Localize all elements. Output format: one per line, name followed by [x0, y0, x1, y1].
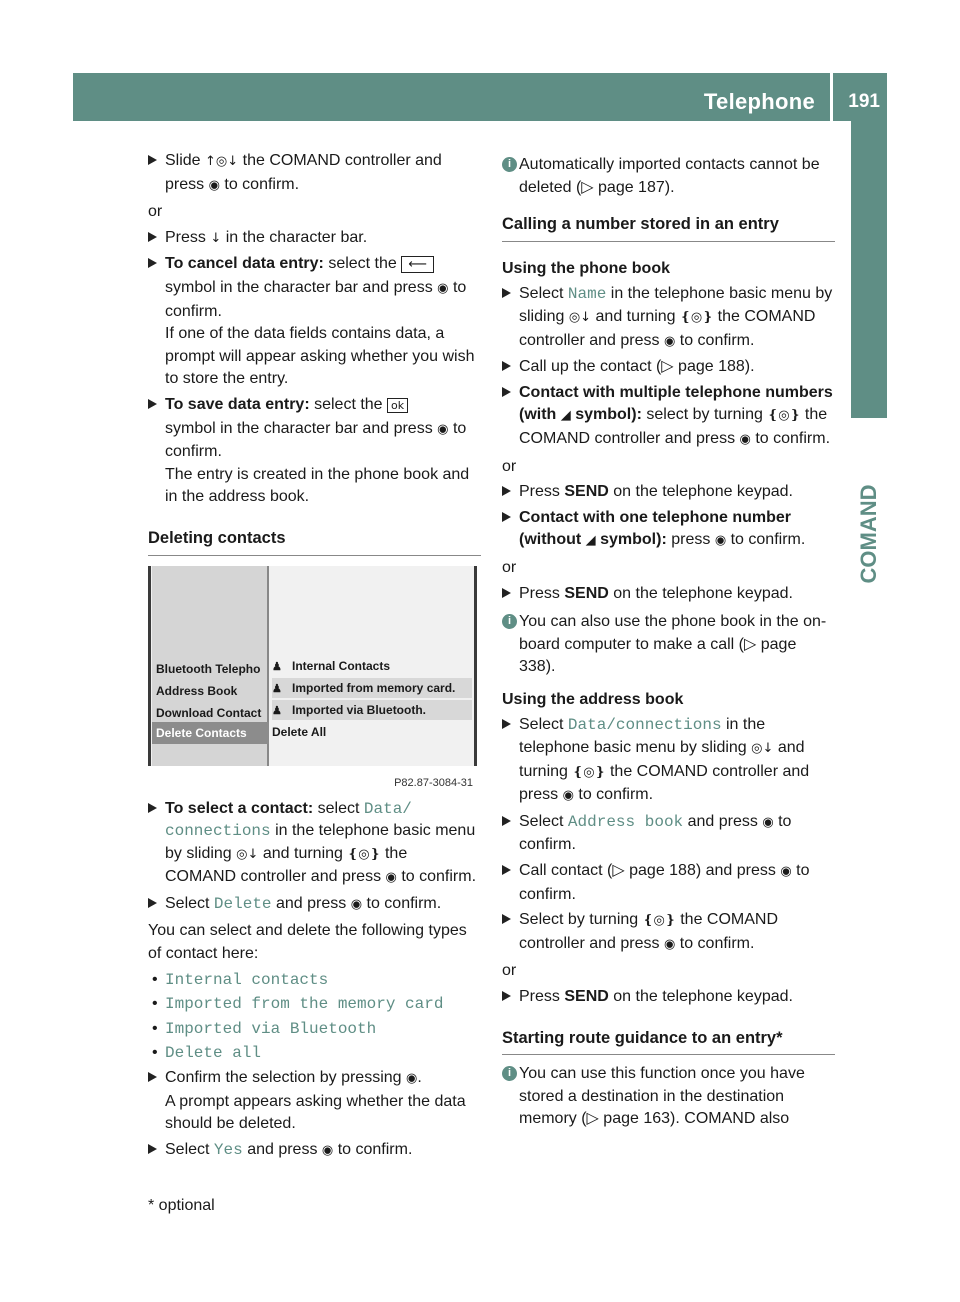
info-note: i Automatically imported contacts cannot be deleted (▷ page 187). [502, 154, 835, 199]
press-icon: ◉ [762, 814, 774, 830]
turn-icon: ❴◎❵ [767, 408, 801, 424]
step: Contact with multiple telephone numbers (with ◢ symbol): select by turning ❴◎❵ the COMAND controller and press ◉ to confirm. [502, 382, 835, 452]
step-arrow-icon [502, 719, 511, 729]
image-caption: P82.87-3084-31 [394, 776, 473, 789]
info-icon: i [502, 614, 517, 629]
step-arrow-icon [502, 361, 511, 371]
step-arrow-icon [148, 258, 157, 268]
person-icon: ♟ [272, 660, 282, 673]
press-icon: ◉ [321, 1142, 334, 1158]
slide-down-icon: ◎↓ [751, 741, 774, 757]
bullet-icon: • [152, 995, 158, 1013]
turn-icon: ❴◎❵ [680, 309, 714, 325]
turn-icon: ❴◎❵ [572, 764, 606, 780]
multi-number-icon: ◢ [585, 533, 596, 549]
step-arrow-icon [502, 288, 511, 298]
press-icon: ◉ [406, 1071, 418, 1087]
press-icon: ◉ [714, 533, 727, 549]
side-tab-label: COMAND [856, 484, 881, 584]
slide-down-icon: ◎↓ [568, 309, 592, 325]
step: Contact with one telephone number (without ◢ symbol): press ◉ to confirm. [502, 507, 835, 553]
step-arrow-icon [502, 486, 511, 496]
step: Press SEND on the telephone keypad. [502, 583, 835, 606]
screen-option: ♟ Imported via Bluetooth. [272, 700, 472, 720]
step: Select Address book and press ◉ to confirm. [502, 811, 835, 857]
step: Select Yes and press ◉ to confirm. [148, 1139, 481, 1163]
step: Select by turning ❴◎❵ the COMAND controller and press ◉ to confirm. [502, 909, 835, 956]
section-heading: Calling a number stored in an entry [502, 213, 835, 242]
step: Press ↓ in the character bar. [148, 227, 481, 251]
step-arrow-icon [502, 816, 511, 826]
step-arrow-icon [148, 155, 157, 165]
footnote: * optional [148, 1197, 215, 1214]
step: Call contact (▷ page 188) and press ◉ to confirm. [502, 860, 835, 906]
press-icon: ◉ [385, 870, 397, 886]
press-icon: ◉ [663, 333, 676, 349]
step-arrow-icon [148, 803, 157, 813]
screen-image [148, 566, 477, 789]
press-icon: ◉ [780, 864, 792, 880]
left-column [148, 150, 481, 1165]
subheading: Using the address book [502, 690, 684, 708]
screen-menu-item: Bluetooth Telepho [156, 661, 261, 676]
back-symbol-icon: ⟵ [401, 256, 434, 273]
memory-card-person-icon: ♟ [272, 682, 282, 695]
screen-option: ♟ Internal Contacts [272, 656, 472, 676]
list-item: • Imported via Bluetooth [148, 1018, 481, 1041]
press-icon: ◉ [663, 936, 676, 952]
press-icon: ◉ [437, 421, 449, 437]
info-icon: i [502, 157, 517, 172]
step: Select Delete and press ◉ to confirm. [148, 893, 481, 917]
header-bar [73, 73, 887, 121]
page-number: 191 [848, 91, 880, 112]
screen-option: ♟ Imported from memory card. [272, 678, 472, 698]
subheading: Using the phone book [502, 259, 670, 277]
right-column [502, 150, 835, 1139]
multi-number-icon: ◢ [560, 408, 571, 424]
bullet-icon: • [152, 1019, 158, 1037]
step-arrow-icon [502, 387, 511, 397]
step: Call up the contact (▷ page 188). [502, 356, 835, 379]
press-icon: ◉ [437, 280, 449, 296]
list-item: • Delete all [148, 1042, 481, 1065]
bullet-icon: • [152, 970, 158, 988]
down-arrow-icon: ↓ [210, 230, 222, 246]
step-arrow-icon [148, 399, 157, 409]
bluetooth-person-icon: ♟ [272, 704, 282, 717]
ok-symbol-icon: ok [387, 398, 408, 413]
list-item: • Imported from the memory card [148, 993, 481, 1016]
step-arrow-icon [148, 1144, 157, 1154]
step: Select Data/connections in the telephone basic menu by sliding ◎↓ and turning ❴◎❵ the COMAND controller and press ◉ to confirm. [502, 714, 835, 807]
paragraph: You can select and delete the following types of contact here: [148, 922, 467, 963]
or-text: or [502, 962, 517, 980]
list-item: • Internal contacts [148, 969, 481, 992]
side-tab [851, 121, 887, 418]
step: To select a contact: select Data/ connections in the telephone basic menu by sliding ◎↓ and turning ❴◎❵ the COMAND controller and press ◉ to confirm. [148, 798, 481, 890]
slide-updown-icon: ↑◎↓ [205, 154, 239, 169]
step: Confirm the selection by pressing ◉. A prompt appears asking whether the data should be deleted. [148, 1067, 481, 1136]
step: Select Name in the telephone basic menu by sliding ◎↓ and turning ❴◎❵ the COMAND controller and press ◉ to confirm. [502, 283, 835, 353]
press-icon: ◉ [350, 896, 363, 912]
screen-menu-item-selected: Delete Contacts [152, 722, 269, 744]
info-note: i You can also use the phone book in the on-board computer to make a call (▷ page 338). [502, 611, 835, 679]
step-arrow-icon [502, 991, 511, 1001]
press-icon: ◉ [208, 177, 220, 193]
slide-down-icon: ◎↓ [236, 846, 259, 862]
step: Press SEND on the telephone keypad. [502, 986, 835, 1009]
step-arrow-icon [148, 232, 157, 242]
screen-option: Delete All [272, 724, 327, 739]
section-heading: Deleting contacts [148, 527, 481, 556]
bullet-icon: • [152, 1044, 158, 1062]
or-text: or [502, 558, 517, 576]
step: To cancel data entry: select the ⟵ symbol in the character bar and press ◉ to confirm. If one of the data fields contains data, a prompt will appear asking whether you wish to store the entry. [148, 253, 481, 391]
info-note: i You can use this function once you have stored a destination in the destination memory (▷ page 163). COMAND also [502, 1063, 835, 1131]
step: To save data entry: select the ok symbol in the character bar and press ◉ to confirm. The entry is created in the phone book and in the address book. [148, 394, 481, 509]
step-arrow-icon [502, 865, 511, 875]
step-arrow-icon [502, 512, 511, 522]
step-arrow-icon [502, 588, 511, 598]
press-icon: ◉ [562, 788, 574, 804]
press-icon: ◉ [739, 431, 751, 447]
info-icon: i [502, 1066, 517, 1081]
page-title: Telephone [703, 89, 815, 114]
turn-icon: ❴◎❵ [347, 846, 381, 862]
step-arrow-icon [502, 914, 511, 924]
header-separator [830, 73, 833, 121]
or-text: or [502, 457, 517, 475]
step-arrow-icon [148, 898, 157, 908]
step-arrow-icon [148, 1072, 157, 1082]
step: Slide ↑◎↓ the COMAND controller and press ◉ to confirm. [148, 150, 481, 197]
section-heading: Starting route guidance to an entry* [502, 1027, 835, 1056]
screen-menu-item: Download Contact [156, 705, 262, 720]
step: Press SEND on the telephone keypad. [502, 481, 835, 504]
or-text: or [148, 203, 163, 221]
screen-menu-item: Address Book [156, 683, 238, 698]
turn-icon: ❴◎❵ [642, 913, 676, 929]
